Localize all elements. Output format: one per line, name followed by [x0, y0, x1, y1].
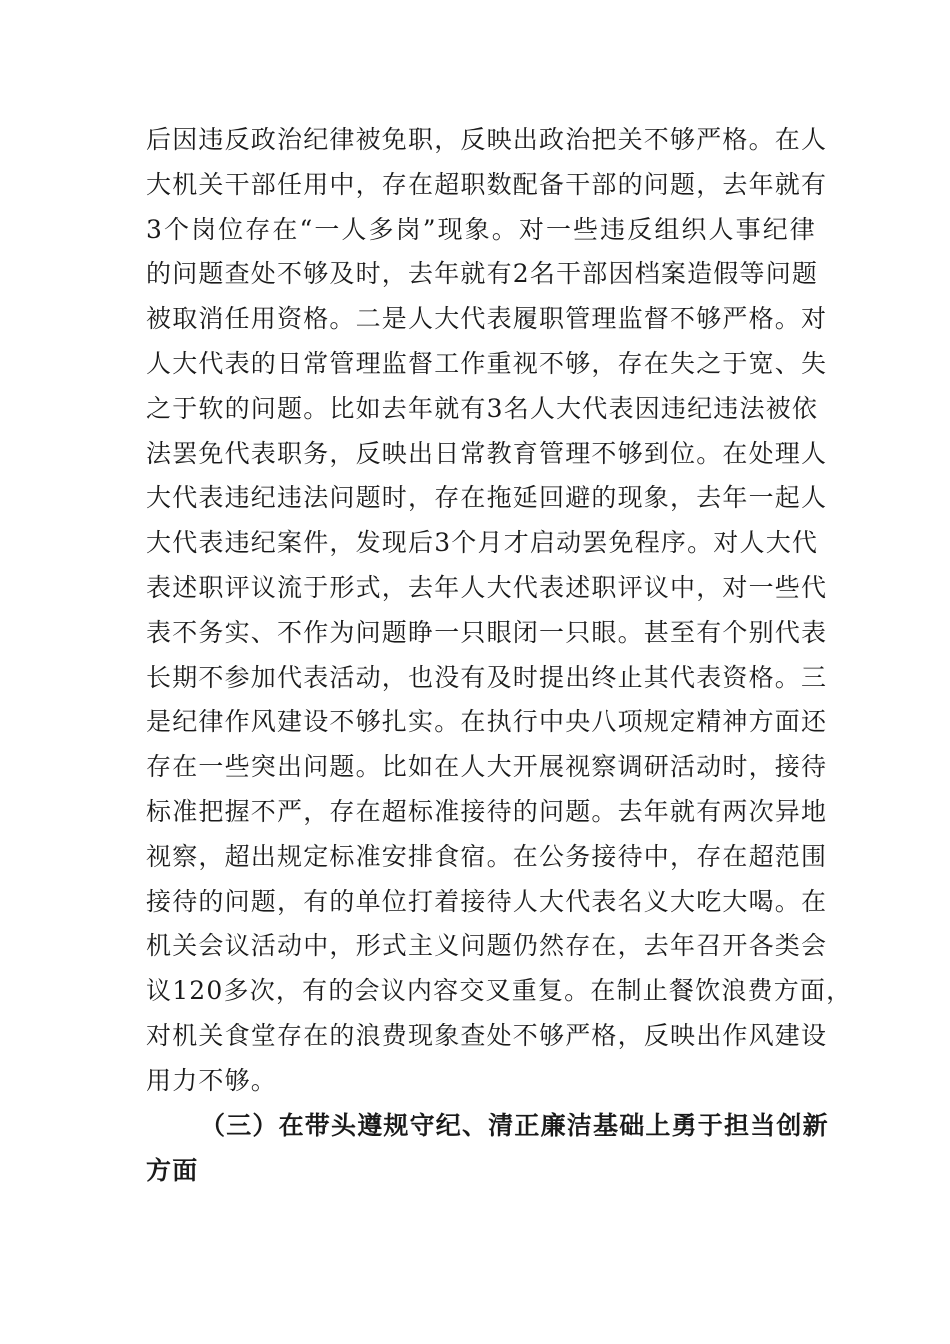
section-heading — [146, 1104, 829, 1194]
body-line: 被取消任用资格。二是人大代表履职管理监督不够严格。对 — [146, 304, 828, 334]
body-line: 之于软的问题。比如去年就有3名人大代表因违纪违法被依 — [146, 393, 819, 423]
body-line: 人大代表的日常管理监督工作重视不够，存在失之于宽、失 — [146, 348, 828, 378]
body-line: 表不务实、不作为问题睁一只眼闭一只眼。甚至有个别代表 — [146, 617, 828, 647]
body-line: 用力不够。 — [146, 1065, 278, 1095]
body-line: 表述职评议流于形式，去年人大代表述职评议中，对一些代 — [146, 572, 828, 602]
body-paragraph — [146, 118, 853, 1104]
body-line: 3个岗位存在“一人多岗”现象。对一些违反组织人事纪律 — [146, 214, 816, 244]
body-line: 机关会议活动中，形式主义问题仍然存在，去年召开各类会 — [146, 931, 828, 961]
body-line: 法罢免代表职务，反映出日常教育管理不够到位。在处理人 — [146, 438, 828, 468]
heading-line: （三）在带头遵规守纪、清正廉洁基础上勇于担当创新 — [200, 1111, 829, 1140]
body-line: 视察，超出规定标准安排食宿。在公务接待中，存在超范围 — [146, 841, 828, 871]
body-line: 长期不参加代表活动，也没有及时提出终止其代表资格。三 — [146, 662, 828, 692]
body-line: 后因违反政治纪律被免职，反映出政治把关不够严格。在人 — [146, 125, 828, 154]
body-line: 是纪律作风建设不够扎实。在执行中央八项规定精神方面还 — [146, 707, 828, 737]
body-line: 接待的问题，有的单位打着接待人大代表名义大吃大喝。在 — [146, 886, 828, 916]
body-line: 大代表违纪案件，发现后3个月才启动罢免程序。对人大代 — [146, 528, 819, 558]
body-line: 大机关干部任用中，存在超职数配备干部的问题，去年就有 — [146, 169, 828, 199]
body-line: 议120多次，有的会议内容交叉重复。在制止餐饮浪费方面， — [146, 976, 853, 1006]
heading-line: 方面 — [146, 1155, 199, 1185]
body-line: 大代表违纪违法问题时，存在拖延回避的现象，去年一起人 — [146, 483, 828, 513]
body-line: 存在一些突出问题。比如在人大开展视察调研活动时，接待 — [146, 752, 828, 782]
body-line: 标准把握不严，存在超标准接待的问题。去年就有两次异地 — [146, 796, 828, 826]
body-line: 的问题查处不够及时，去年就有2名干部因档案造假等问题 — [146, 259, 819, 289]
body-line: 对机关食堂存在的浪费现象查处不够严格，反映出作风建设 — [146, 1020, 828, 1050]
